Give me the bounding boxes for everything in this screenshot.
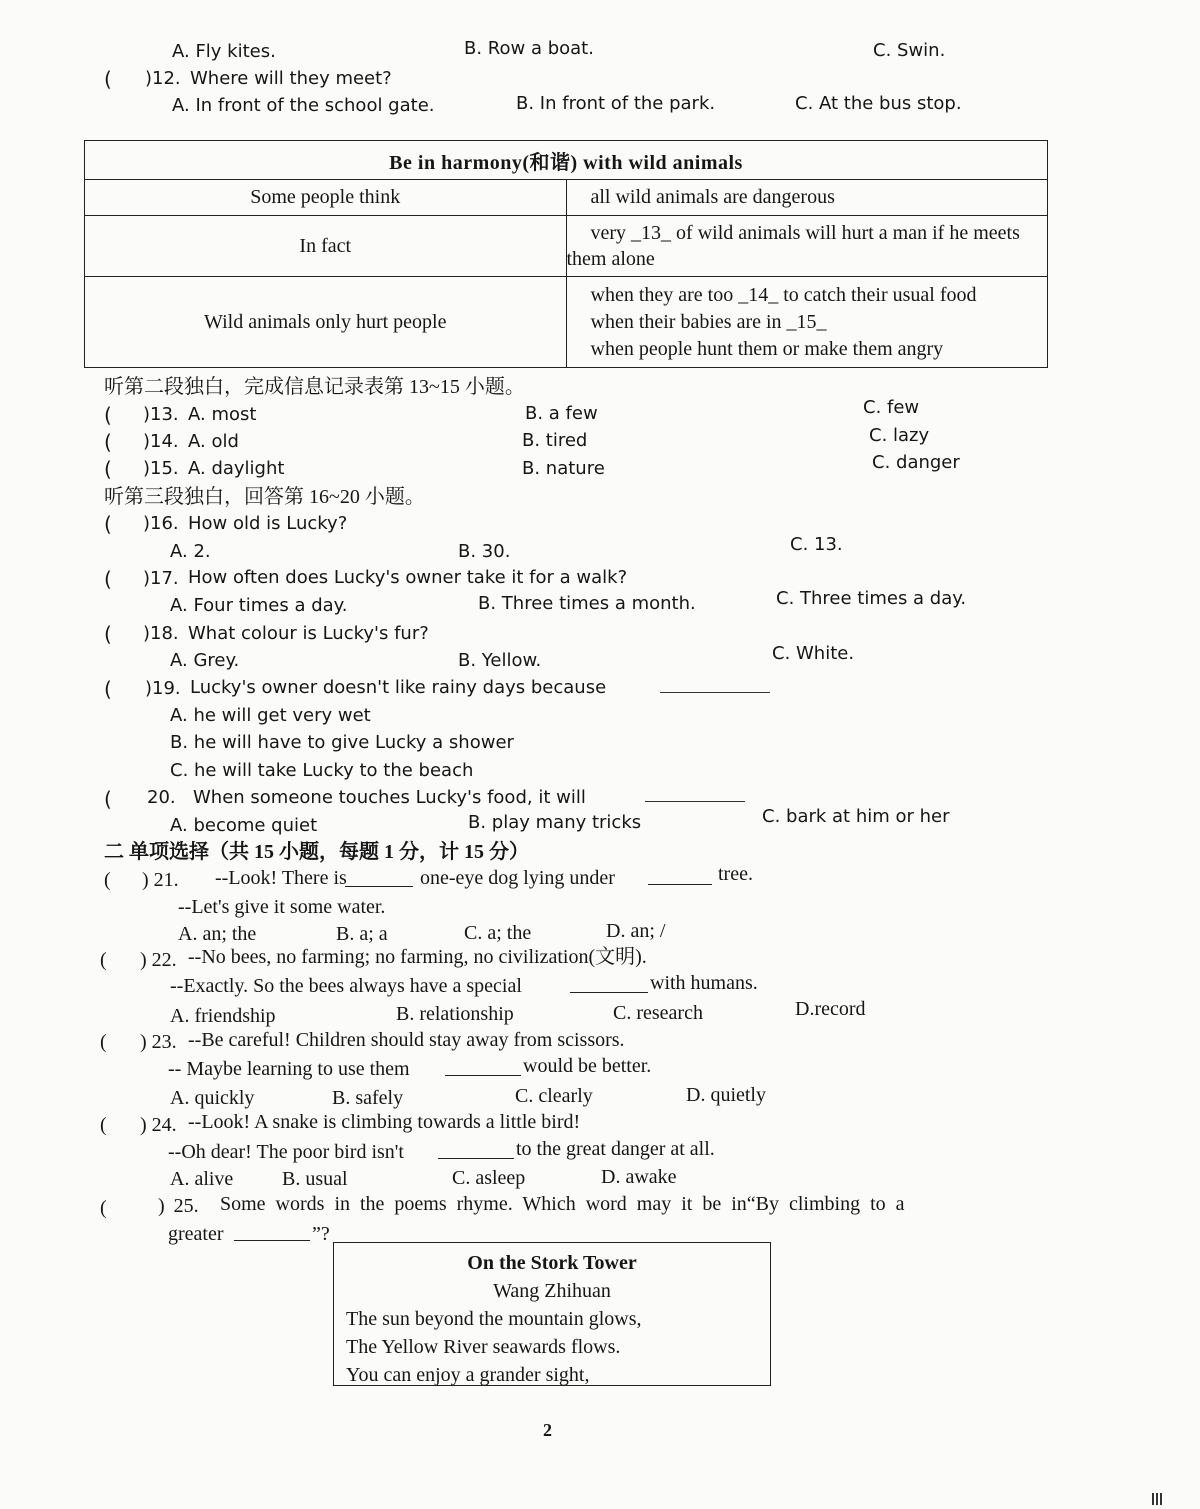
q21-option-a[interactable]: A. an; the bbox=[178, 923, 257, 945]
q19-option-b[interactable]: B. he will have to give Lucky a shower bbox=[170, 732, 514, 753]
q24-number: ) 24. bbox=[140, 1114, 177, 1136]
q20-paren[interactable]: ( bbox=[104, 787, 112, 811]
q21-option-d[interactable]: D. an; / bbox=[606, 920, 666, 942]
q23-blank[interactable] bbox=[445, 1075, 521, 1076]
page-number: 2 bbox=[543, 1420, 552, 1440]
q19-number: )19. bbox=[145, 678, 181, 699]
q24-option-a[interactable]: A. alive bbox=[170, 1168, 234, 1190]
q18-number: )18. bbox=[143, 623, 179, 644]
table-row3-right bbox=[566, 277, 1048, 368]
poem-line-2: The Yellow River seawards flows. bbox=[346, 1336, 621, 1358]
q20-number: 20. bbox=[147, 787, 176, 808]
q20-answer-blank[interactable] bbox=[645, 801, 745, 802]
q14-paren[interactable]: ( bbox=[104, 430, 112, 454]
q22-reply-b: with humans. bbox=[650, 972, 758, 994]
q12-option-a[interactable]: A. In front of the school gate. bbox=[172, 95, 435, 116]
q23-option-a[interactable]: A. quickly bbox=[170, 1087, 255, 1109]
table-title: Be in harmony(和谐) with wild animals bbox=[85, 141, 1048, 180]
q15-option-b[interactable]: B. nature bbox=[522, 458, 605, 479]
table-row3-line1: when they are too _14_ to catch their usual food bbox=[590, 283, 977, 306]
q19-option-a[interactable]: A. he will get very wet bbox=[170, 705, 371, 726]
q12-stem: Where will they meet? bbox=[190, 68, 392, 89]
harmony-table bbox=[84, 140, 1048, 368]
q22-option-d[interactable]: D.record bbox=[795, 998, 866, 1020]
q18-stem: What colour is Lucky's fur? bbox=[188, 623, 429, 644]
q13-option-b[interactable]: B. a few bbox=[525, 403, 598, 424]
q19-option-c[interactable]: C. he will take Lucky to the beach bbox=[170, 760, 474, 781]
section3-intro: 听第三段独白，回答第 16~20 小题。 bbox=[104, 486, 425, 508]
poem-author: Wang Zhihuan bbox=[493, 1280, 611, 1302]
q12-number: )12. bbox=[145, 68, 181, 89]
q17-option-c[interactable]: C. Three times a day. bbox=[776, 588, 967, 609]
q16-paren[interactable]: ( bbox=[104, 512, 112, 536]
poem-line-3: You can enjoy a grander sight, bbox=[346, 1364, 590, 1386]
q13-paren[interactable]: ( bbox=[104, 403, 112, 427]
q20-stem: When someone touches Lucky's food, it will bbox=[193, 787, 586, 808]
q22-option-a[interactable]: A. friendship bbox=[170, 1005, 276, 1027]
q24-option-d[interactable]: D. awake bbox=[601, 1166, 677, 1188]
q25-stem2-b: ”? bbox=[312, 1223, 330, 1245]
q22-blank[interactable] bbox=[570, 992, 648, 993]
q13-option-c[interactable]: C. few bbox=[863, 397, 920, 418]
q25-stem: Some words in the poems rhyme. Which word may it be in“By climbing to a bbox=[220, 1193, 905, 1215]
poem-title: On the Stork Tower bbox=[467, 1252, 637, 1274]
q19-answer-blank[interactable] bbox=[660, 692, 770, 693]
q24-reply-a: --Oh dear! The poor bird isn't bbox=[168, 1141, 404, 1163]
q21-option-b[interactable]: B. a; a bbox=[336, 923, 388, 945]
table-row2-left: In fact bbox=[85, 216, 567, 277]
q23-option-b[interactable]: B. safely bbox=[332, 1087, 404, 1109]
q20-option-b[interactable]: B. play many tricks bbox=[468, 812, 642, 833]
q23-option-d[interactable]: D. quietly bbox=[686, 1084, 766, 1106]
q22-paren[interactable]: ( bbox=[100, 949, 107, 971]
q14-option-a[interactable]: A. old bbox=[188, 431, 239, 452]
q24-option-b[interactable]: B. usual bbox=[282, 1168, 348, 1190]
poem-line-1: The sun beyond the mountain glows, bbox=[346, 1308, 642, 1330]
q22-option-b[interactable]: B. relationship bbox=[396, 1003, 514, 1025]
q14-option-b[interactable]: B. tired bbox=[522, 430, 588, 451]
q22-option-c[interactable]: C. research bbox=[613, 1002, 703, 1024]
q17-number: )17. bbox=[143, 568, 179, 589]
q20-option-c[interactable]: C. bark at him or her bbox=[762, 806, 950, 827]
q23-stem: --Be careful! Children should stay away from scissors. bbox=[188, 1029, 625, 1051]
q21-stem-a: --Look! There is bbox=[215, 867, 347, 889]
q24-reply-b: to the great danger at all. bbox=[516, 1138, 715, 1160]
q21-number: ) 21. bbox=[142, 869, 179, 891]
q22-stem: --No bees, no farming; no farming, no civilization(文明). bbox=[188, 946, 647, 968]
q17-stem: How often does Lucky's owner take it for a walk? bbox=[188, 567, 628, 588]
q21-reply: --Let's give it some water. bbox=[178, 896, 386, 918]
q25-paren[interactable]: ( bbox=[100, 1197, 107, 1219]
q24-paren[interactable]: ( bbox=[100, 1114, 107, 1136]
q22-reply-a: --Exactly. So the bees always have a special bbox=[170, 975, 522, 997]
qr-code-icon bbox=[1152, 1493, 1164, 1505]
section2-intro: 听第二段独白，完成信息记录表第 13~15 小题。 bbox=[104, 376, 525, 398]
q15-paren[interactable]: ( bbox=[104, 457, 112, 481]
q24-stem: --Look! A snake is climbing towards a little bird! bbox=[188, 1111, 581, 1133]
part2-header: 二 单项选择（共 15 小题，每题 1 分，计 15 分） bbox=[104, 841, 529, 863]
table-row3-line3: when people hunt them or make them angry bbox=[590, 337, 944, 360]
q16-stem: How old is Lucky? bbox=[188, 513, 348, 534]
q23-reply-a: -- Maybe learning to use them bbox=[168, 1058, 410, 1080]
q16-number: )16. bbox=[143, 513, 179, 534]
q18-option-c[interactable]: C. White. bbox=[772, 643, 855, 664]
q23-number: ) 23. bbox=[140, 1031, 177, 1053]
q23-reply-b: would be better. bbox=[523, 1055, 652, 1077]
q11-option-a[interactable]: A. Fly kites. bbox=[172, 41, 276, 62]
q22-number: ) 22. bbox=[140, 949, 177, 971]
q25-blank[interactable] bbox=[234, 1240, 310, 1241]
q20-option-a[interactable]: A. become quiet bbox=[170, 815, 318, 836]
q12-option-c[interactable]: C. At the bus stop. bbox=[795, 93, 962, 114]
q24-option-c[interactable]: C. asleep bbox=[452, 1167, 526, 1189]
q25-stem2-a: greater bbox=[168, 1223, 224, 1245]
table-row1-left: Some people think bbox=[85, 180, 567, 216]
table-row3-line2: when their babies are in _15_ bbox=[590, 310, 827, 333]
q18-option-b[interactable]: B. Yellow. bbox=[458, 650, 542, 671]
q12-option-b[interactable]: B. In front of the park. bbox=[516, 93, 716, 114]
table-row1-right: all wild animals are dangerous bbox=[566, 180, 1048, 216]
q25-number: ) 25. bbox=[158, 1195, 199, 1217]
q18-paren[interactable]: ( bbox=[104, 622, 112, 646]
q21-stem-c: tree. bbox=[718, 863, 753, 885]
q24-blank[interactable] bbox=[438, 1158, 514, 1159]
table-row2-right: very _13_ of wild animals will hurt a man if he meets them alone bbox=[566, 216, 1048, 277]
q23-option-c[interactable]: C. clearly bbox=[515, 1085, 593, 1107]
q16-option-b[interactable]: B. 30. bbox=[458, 541, 511, 562]
q16-option-c[interactable]: C. 13. bbox=[790, 534, 843, 555]
q21-blank-2[interactable] bbox=[648, 884, 712, 885]
q19-paren[interactable]: ( bbox=[104, 677, 112, 701]
q11-option-b[interactable]: B. Row a boat. bbox=[464, 38, 594, 59]
q12-paren[interactable]: ( bbox=[104, 67, 112, 91]
q11-option-c[interactable]: C. Swin. bbox=[873, 40, 946, 61]
q14-option-c[interactable]: C. lazy bbox=[869, 425, 930, 446]
q21-stem-b: one-eye dog lying under bbox=[420, 867, 615, 889]
poem-box bbox=[333, 1242, 771, 1386]
q19-stem: Lucky's owner doesn't like rainy days because bbox=[190, 677, 607, 698]
q13-option-a[interactable]: A. most bbox=[188, 404, 257, 425]
q15-option-c[interactable]: C. danger bbox=[872, 452, 960, 473]
q17-option-a[interactable]: A. Four times a day. bbox=[170, 595, 348, 616]
q21-paren[interactable]: ( bbox=[104, 869, 111, 891]
q14-number: )14. bbox=[143, 431, 179, 452]
table-row3-left: Wild animals only hurt people bbox=[85, 277, 567, 368]
q16-option-a[interactable]: A. 2. bbox=[170, 541, 211, 562]
q17-option-b[interactable]: B. Three times a month. bbox=[478, 593, 696, 614]
q18-option-a[interactable]: A. Grey. bbox=[170, 650, 240, 671]
q15-option-a[interactable]: A. daylight bbox=[188, 458, 285, 479]
q21-option-c[interactable]: C. a; the bbox=[464, 922, 532, 944]
q15-number: )15. bbox=[143, 458, 179, 479]
q17-paren[interactable]: ( bbox=[104, 567, 112, 591]
q23-paren[interactable]: ( bbox=[100, 1031, 107, 1053]
q13-number: )13. bbox=[143, 404, 179, 425]
q21-blank-1[interactable] bbox=[345, 886, 413, 887]
